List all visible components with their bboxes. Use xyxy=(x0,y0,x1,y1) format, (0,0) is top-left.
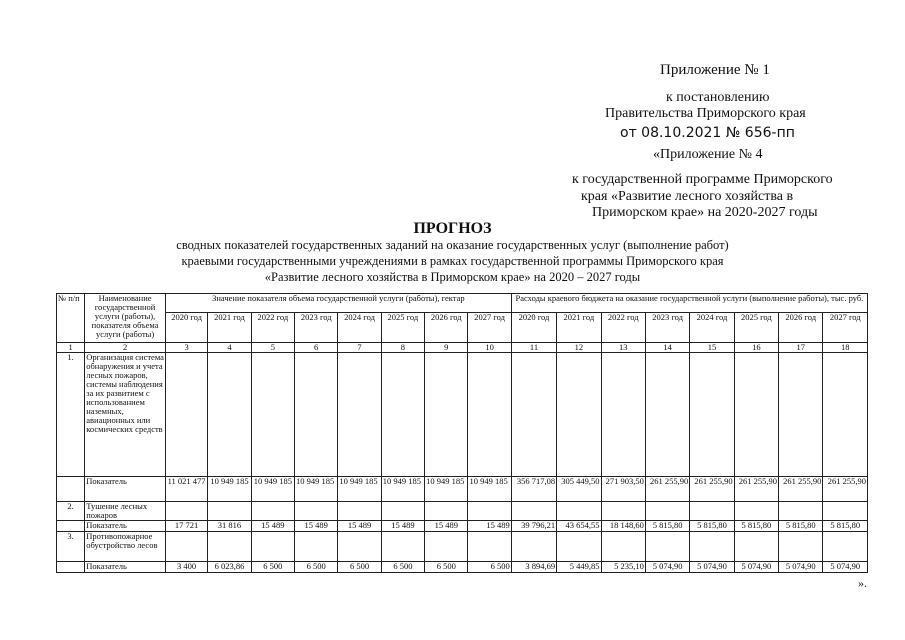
column-number: 16 xyxy=(734,343,778,353)
indicator-row xyxy=(57,521,868,532)
service-name: Тушение лесных пожаров xyxy=(85,502,166,521)
appendix-date-stamp: от 08.10.2021 № 656-пп xyxy=(620,125,795,141)
header-volume: Значение показателя объема государственной услуги (работы), гектар xyxy=(165,294,511,313)
column-number: 11 xyxy=(511,343,556,353)
value-cell: 5 815,80 xyxy=(645,521,689,532)
column-number: 10 xyxy=(468,343,511,353)
column-number: 7 xyxy=(338,343,381,353)
forecast-table xyxy=(56,293,868,573)
value-cell: 261 255,90 xyxy=(779,477,823,502)
value-cell: 5 815,80 xyxy=(690,521,734,532)
value-cell: 6 500 xyxy=(295,562,338,573)
year-cell: 2020 год xyxy=(511,313,556,343)
value-cell: 15 489 xyxy=(381,521,424,532)
year-cell: 2022 год xyxy=(251,313,294,343)
value-cell: 10 949 185 xyxy=(468,477,511,502)
column-number: 12 xyxy=(557,343,601,353)
value-cell: 15 489 xyxy=(295,521,338,532)
value-cell: 10 949 185 xyxy=(251,477,294,502)
value-cell: 15 489 xyxy=(338,521,381,532)
year-cell: 2022 год xyxy=(601,313,645,343)
subtitle-line3: «Развитие лесного хозяйства в Приморском крае» на 2020 – 2027 годы xyxy=(264,270,641,284)
value-cell: 6 500 xyxy=(468,562,511,573)
value-cell: 18 148,60 xyxy=(601,521,645,532)
value-cell: 17 721 xyxy=(165,521,207,532)
column-number: 9 xyxy=(425,343,468,353)
year-cell: 2027 год xyxy=(823,313,868,343)
appendix-program-line2: края «Развитие лесного хозяйства в xyxy=(581,189,794,204)
value-cell: 6 500 xyxy=(425,562,468,573)
column-number: 2 xyxy=(85,343,166,353)
value-cell: 10 949 185 xyxy=(381,477,424,502)
column-number: 18 xyxy=(823,343,868,353)
value-cell: 271 903,50 xyxy=(601,477,645,502)
year-cell: 2020 год xyxy=(165,313,207,343)
value-cell: 10 949 185 xyxy=(295,477,338,502)
appendix-resolution: к постановлению xyxy=(666,90,770,105)
header-row xyxy=(57,294,868,313)
year-cell: 2025 год xyxy=(734,313,778,343)
year-cell: 2024 год xyxy=(338,313,381,343)
column-number: 14 xyxy=(645,343,689,353)
year-cell: 2026 год xyxy=(779,313,823,343)
column-number: 15 xyxy=(690,343,734,353)
year-cell: 2027 год xyxy=(468,313,511,343)
year-cell: 2026 год xyxy=(425,313,468,343)
appendix-inner-number: «Приложение № 4 xyxy=(653,147,763,162)
value-cell: 261 255,90 xyxy=(823,477,868,502)
year-cell: 2021 год xyxy=(208,313,251,343)
value-cell: 3 400 xyxy=(165,562,207,573)
value-cell: 10 949 185 xyxy=(208,477,251,502)
value-cell: 5 815,80 xyxy=(734,521,778,532)
value-cell: 5 815,80 xyxy=(779,521,823,532)
column-number: 13 xyxy=(601,343,645,353)
appendix-number: Приложение № 1 xyxy=(660,62,770,78)
year-row xyxy=(57,313,868,343)
document-title: ПРОГНОЗ xyxy=(413,220,492,237)
value-cell: 5 815,80 xyxy=(823,521,868,532)
service-name: Противопожарное обустройство лесов xyxy=(85,532,166,562)
indicator-row xyxy=(57,562,868,573)
value-cell: 6 500 xyxy=(338,562,381,573)
service-row xyxy=(57,502,868,521)
indicator-label: Показатель xyxy=(85,477,166,502)
service-name: Организация система обнаружения и учета лесных пожаров, системы наблюдения за их развитием с использованием наземных, авиационных или космических средств xyxy=(85,353,166,477)
value-cell: 261 255,90 xyxy=(734,477,778,502)
row-number: 3. xyxy=(57,532,85,562)
year-cell: 2021 год xyxy=(557,313,601,343)
column-number: 6 xyxy=(295,343,338,353)
value-cell: 15 489 xyxy=(251,521,294,532)
column-number: 1 xyxy=(57,343,85,353)
value-cell: 5 074,90 xyxy=(823,562,868,573)
value-cell: 15 489 xyxy=(425,521,468,532)
column-number: 4 xyxy=(208,343,251,353)
value-cell: 6 500 xyxy=(381,562,424,573)
value-cell: 5 235,10 xyxy=(601,562,645,573)
appendix-program-line1: к государственной программе Приморского xyxy=(572,172,833,187)
value-cell: 39 796,21 xyxy=(511,521,556,532)
header-number: № п/п xyxy=(57,294,85,343)
header-expense: Расходы краевого бюджета на оказание государственной услуги (выполнение работы), тыс. руб. xyxy=(511,294,867,313)
appendix-government: Правительства Приморского края xyxy=(605,106,806,121)
value-cell: 5 074,90 xyxy=(779,562,823,573)
value-cell: 261 255,90 xyxy=(645,477,689,502)
value-cell: 6 023,86 xyxy=(208,562,251,573)
service-row xyxy=(57,532,868,562)
year-cell: 2025 год xyxy=(381,313,424,343)
indicator-label: Показатель xyxy=(85,521,166,532)
year-cell: 2024 год xyxy=(690,313,734,343)
value-cell: 11 021 477 xyxy=(165,477,207,502)
value-cell: 261 255,90 xyxy=(690,477,734,502)
value-cell: 5 074,90 xyxy=(734,562,778,573)
column-number-row xyxy=(57,343,868,353)
closing-quote: ». xyxy=(858,576,867,590)
year-cell: 2023 год xyxy=(295,313,338,343)
value-cell: 3 894,69 xyxy=(511,562,556,573)
value-cell: 31 816 xyxy=(208,521,251,532)
column-number: 8 xyxy=(381,343,424,353)
value-cell: 43 654,55 xyxy=(557,521,601,532)
column-number: 3 xyxy=(165,343,207,353)
subtitle-line1: сводных показателей государственных заданий на оказание государственных услуг (выполнение работ) xyxy=(176,238,729,252)
appendix-program-line3: Приморском крае» на 2020-2027 годы xyxy=(592,205,818,220)
column-number: 17 xyxy=(779,343,823,353)
row-number: 2. xyxy=(57,502,85,521)
value-cell: 5 449,85 xyxy=(557,562,601,573)
column-number: 5 xyxy=(251,343,294,353)
indicator-row xyxy=(57,477,868,502)
year-cell: 2023 год xyxy=(645,313,689,343)
value-cell: 10 949 185 xyxy=(338,477,381,502)
service-row xyxy=(57,353,868,477)
indicator-label: Показатель xyxy=(85,562,166,573)
value-cell: 6 500 xyxy=(251,562,294,573)
value-cell: 356 717,08 xyxy=(511,477,556,502)
value-cell: 10 949 185 xyxy=(425,477,468,502)
value-cell: 305 449,50 xyxy=(557,477,601,502)
subtitle-line2: краевыми государственными учреждениями в рамках государственной программы Приморского края xyxy=(181,254,724,268)
value-cell: 15 489 xyxy=(468,521,511,532)
value-cell: 5 074,90 xyxy=(690,562,734,573)
row-number: 1. xyxy=(57,353,85,477)
header-service-name: Наименование государственной услуги (работы), показателя объема услуги (работы) xyxy=(85,294,166,343)
value-cell: 5 074,90 xyxy=(645,562,689,573)
